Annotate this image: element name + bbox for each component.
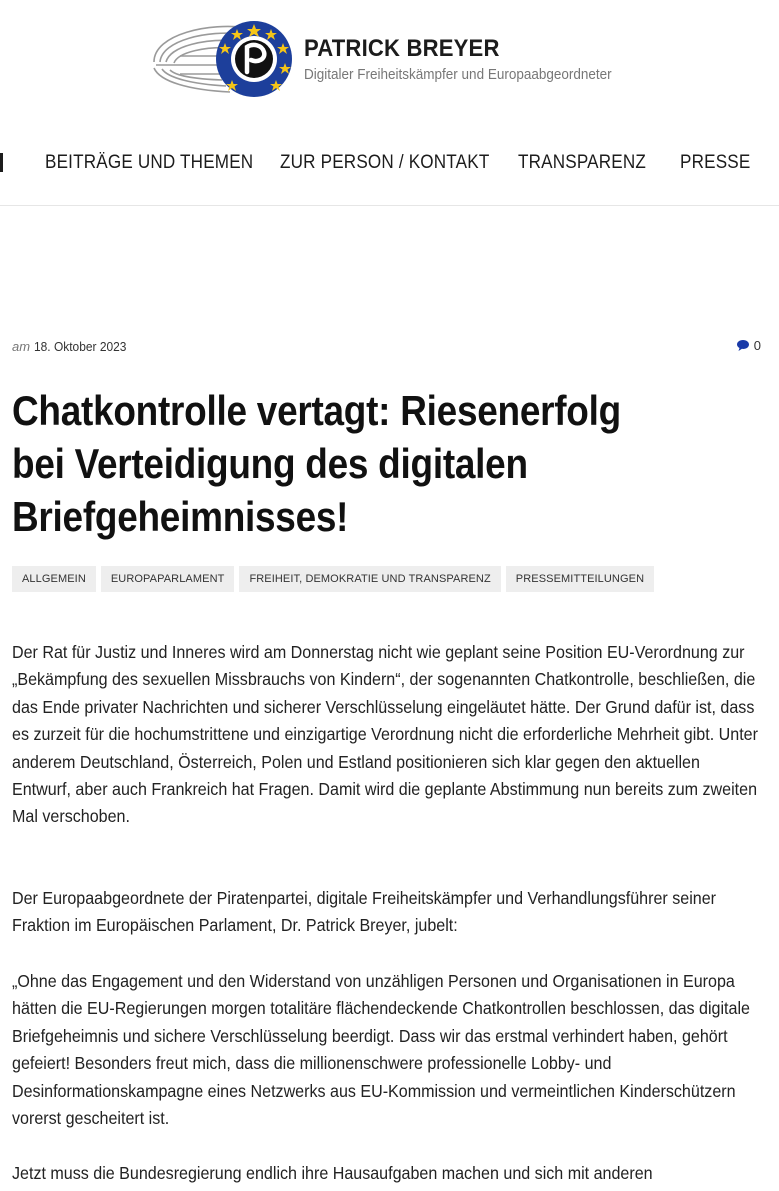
nav-item-presse[interactable]: PRESSE (680, 152, 751, 173)
site-header (0, 0, 779, 120)
paragraph-4: Jetzt muss die Bundesregierung endlich ihre Hausaufgaben machen und sich mit anderen (12, 1163, 653, 1183)
post-tags (12, 566, 654, 592)
nav-item-zur-person[interactable]: ZUR PERSON / KONTAKT (280, 152, 490, 173)
nav-item-beitraege[interactable]: BEITRÄGE UND THEMEN (45, 152, 254, 173)
post-meta (12, 339, 135, 354)
main-navigation (0, 120, 779, 206)
parliament-logo-icon (150, 16, 292, 100)
paragraph-3: „Ohne das Engagement und den Widerstand von unzähligen Personen und Organisationen in Europa hätten die EU-Regierungen morgen totalitäre flächendeckende Chatkontrollen beschlossen, das digitale Briefgeheimnis und sichere Verschlüsselung beerdigt. Dass wir das erstmal verhindert haben, gehört gefeiert! Besonders freut mich, dass die millionenschwere professionelle Lobby- und Desinformationskampagne eines Netzwerks aus EU-Kommission und vermeintlichen Kinderschützern vorerst gescheitert ist. (12, 971, 750, 1129)
site-title[interactable]: PATRICK BREYER (304, 35, 500, 62)
nav-item-transparenz[interactable]: TRANSPARENZ (518, 152, 647, 173)
comments-link[interactable] (736, 338, 761, 353)
post-title: Chatkontrolle vertagt: Riesenerfolg bei Verteidigung des digitalen Briefgeheimnisses! (12, 387, 621, 540)
date-prefix: am (12, 339, 31, 354)
paragraph-1: Der Rat für Justiz und Inneres wird am Donnerstag nicht wie geplant seine Position EU-Verordnung zur „Bekämpfung des sexuellen Missbrauchs von Kindern“, der sogenannten Chatkontrolle, beschließen, die das Ende privater Nachrichten und sicherer Verschlüsselung eingeläutet hätte. Der Grund dafür ist, dass es zurzeit für die hochumstrittene und einzigartige Verordnung nicht die erforderliche Mehrheit gibt. Unter anderem Deutschland, Österreich, Polen und Estland positionieren sich klar gegen den aktuellen Entwurf, aber auch Frankreich hat Fragen. Damit wird die geplante Abstimmung nun bereits zum zweiten Mal verschoben. (12, 642, 758, 827)
paragraph-2: Der Europaabgeordnete der Piratenpartei, digitale Freiheitskämpfer und Verhandlungsführer seiner Fraktion im Europäischen Parlament, Dr. Patrick Breyer, jubelt: (12, 888, 717, 936)
post-date: 18. Oktober 2023 (34, 339, 127, 354)
tag-freiheit-demokratie[interactable]: FREIHEIT, DEMOKRATIE UND TRANSPARENZ (239, 566, 500, 592)
nav-item-cut-off[interactable] (0, 153, 3, 172)
site-subtitle: Digitaler Freiheitskämpfer und Europaabgeordneter (304, 66, 612, 83)
comment-count: 0 (753, 338, 761, 353)
site-logo[interactable] (150, 16, 292, 100)
tag-europaparlament[interactable]: EUROPAPARLAMENT (101, 566, 235, 592)
tag-pressemitteilungen[interactable]: PRESSEMITTEILUNGEN (506, 566, 654, 592)
comment-icon (736, 339, 750, 352)
tag-allgemein[interactable]: ALLGEMEIN (12, 566, 96, 592)
